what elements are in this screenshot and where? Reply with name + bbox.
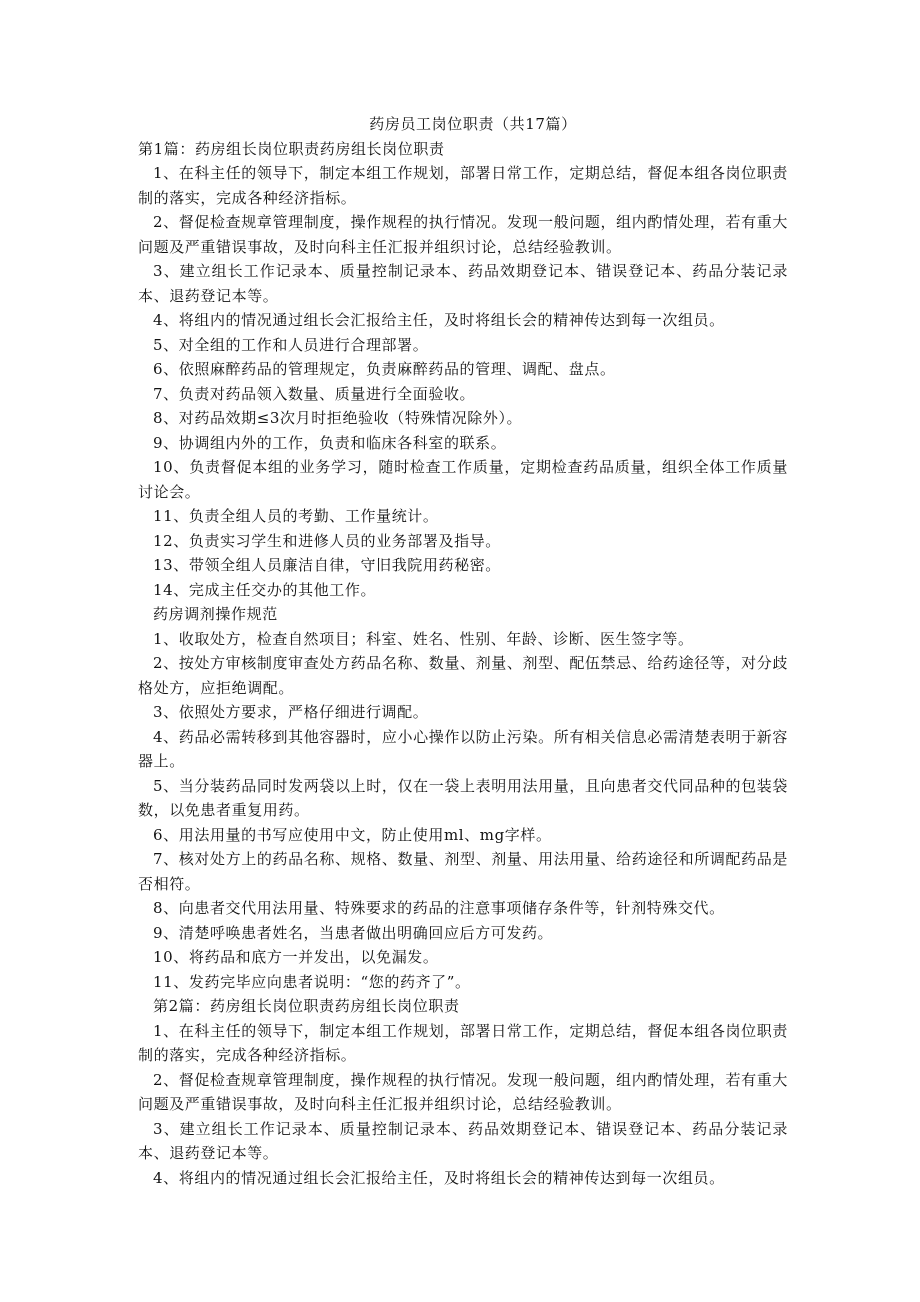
list-item: 12、负责实习学生和进修人员的业务部署及指导。 [153, 531, 501, 550]
section-2-heading: 第2篇：药房组长岗位职责药房组长岗位职责 [153, 997, 460, 1015]
list-item: 5、对全组的工作和人员进行合理部署。 [153, 335, 429, 354]
list-item: 7、负责对药品领入数量、质量进行全面验收。 [153, 384, 476, 403]
list-item: 2、按处方审核制度审查处方药品名称、数量、剂量、剂型、配伍禁忌、给药途径等，对分歧格处方，应拒绝调配。 [138, 654, 788, 697]
list-item: 11、发药完毕应向患者说明：“您的药齐了”。 [153, 972, 471, 991]
list-item: 10、负责督促本组的业务学习，随时检查工作质量，定期检查药品质量，组织全体工作质量讨论会。 [138, 458, 788, 501]
list-item: 8、向患者交代用法用量、特殊要求的药品的注意事项储存条件等，针剂特殊交代。 [153, 899, 725, 917]
dispensing-list [138, 627, 788, 995]
list-item: 4、将组内的情况通过组长会汇报给主任，及时将组长会的精神传达到每一次组员。 [153, 311, 725, 329]
list-item: 9、清楚呼唤患者姓名，当患者做出明确回应后方可发药。 [153, 923, 554, 942]
list-item: 1、收取处方，检查自然项目；科室、姓名、性别、年龄、诊断、医生签字等。 [153, 629, 694, 648]
list-item: 3、建立组长工作记录本、质量控制记录本、药品效期登记本、错误登记本、药品分装记录本、退药登记本等。 [138, 1119, 788, 1162]
list-item: 2、督促检查规章管理制度，操作规程的执行情况。发现一般问题，组内酌情处理，若有重大问题及严重错误事故，及时向科主任汇报并组织讨论，总结经验教训。 [138, 213, 788, 256]
list-item: 14、完成主任交办的其他工作。 [153, 580, 377, 599]
list-item: 9、协调组内外的工作，负责和临床各科室的联系。 [153, 433, 507, 452]
list-item: 10、将药品和底方一并发出，以免漏发。 [153, 948, 439, 966]
section-1-heading: 第1篇：药房组长岗位职责药房组长岗位职责 [138, 139, 445, 158]
list-item: 13、带领全组人员廉洁自律，守旧我院用药秘密。 [153, 556, 501, 574]
list-item: 11、负责全组人员的考勤、工作量统计。 [153, 507, 439, 525]
list-item: 4、药品必需转移到其他容器时，应小心操作以防止污染。所有相关信息必需清楚表明于新容器上。 [138, 727, 788, 770]
document-title: 药房员工岗位职责（共17篇） [369, 115, 577, 133]
list-item: 3、依照处方要求，严格仔细进行调配。 [153, 703, 429, 721]
list-item: 3、建立组长工作记录本、质量控制记录本、药品效期登记本、错误登记本、药品分装记录本、退药登记本等。 [138, 262, 788, 305]
dispensing-heading: 药房调剂操作规范 [153, 605, 278, 623]
section-1-list [138, 161, 788, 602]
list-item: 6、用法用量的书写应使用中文，防止使用ml、mg字样。 [153, 825, 552, 844]
list-item: 4、将组内的情况通过组长会汇报给主任，及时将组长会的精神传达到每一次组员。 [153, 1168, 725, 1187]
list-item: 6、依照麻醉药品的管理规定，负责麻醉药品的管理、调配、盘点。 [153, 360, 616, 378]
section-2-list [138, 1019, 788, 1191]
list-item: 1、在科主任的领导下，制定本组工作规划，部署日常工作，定期总结，督促本组各岗位职责制的落实，完成各种经济指标。 [138, 164, 788, 207]
list-item: 1、在科主任的领导下，制定本组工作规划，部署日常工作，定期总结，督促本组各岗位职责制的落实，完成各种经济指标。 [138, 1021, 788, 1064]
list-item: 5、当分装药品同时发两袋以上时，仅在一袋上表明用法用量，且向患者交代同品种的包装袋数，以免患者重复用药。 [138, 776, 788, 819]
list-item: 7、核对处方上的药品名称、规格、数量、剂型、剂量、用法用量、给药途径和所调配药品是否相符。 [138, 850, 788, 893]
document-page [138, 112, 788, 1190]
list-item: 2、督促检查规章管理制度，操作规程的执行情况。发现一般问题，组内酌情处理，若有重大问题及严重错误事故，及时向科主任汇报并组织讨论，总结经验教训。 [138, 1070, 788, 1113]
list-item: 8、对药品效期≤3次月时拒绝验收（特殊情况除外）。 [153, 409, 523, 427]
